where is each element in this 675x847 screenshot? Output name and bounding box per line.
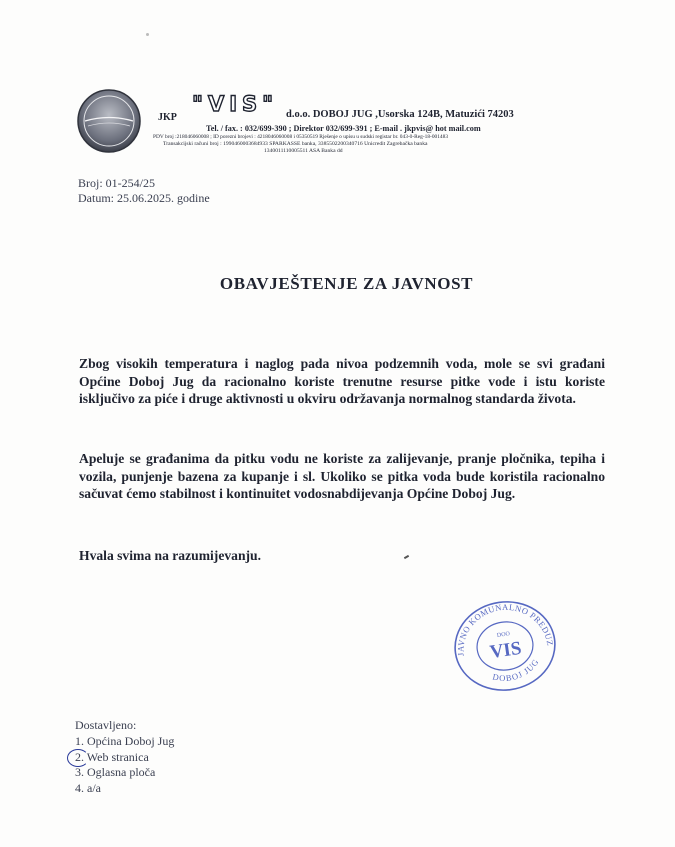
company-logo-icon	[76, 88, 142, 154]
list-item: 1. Općina Doboj Jug	[75, 734, 175, 748]
company-bank-accounts: Transakcijski računi broj : 1990460003684933 SPARKASSE banka, 3385502200340716 Unicredit Zagrebačka banka	[163, 141, 428, 147]
stamp-doo: DOO	[496, 631, 511, 639]
paragraph-3: Hvala svima na razumijevanju.	[79, 548, 262, 563]
vis-logotype: "VIS"	[192, 92, 279, 116]
stamp-vis: VIS	[488, 637, 523, 664]
document-date: Datum: 25.06.2025. godine	[78, 191, 210, 205]
company-contact: Tel. / fax. : 032/699-390 ; Direktor 032/699-391 ; E-mail . jkpvis@ hot mail.com	[206, 124, 481, 133]
company-address: d.o.o. DOBOJ JUG ,Usorska 124B, Matuzići 74203	[286, 109, 514, 120]
scan-speck	[146, 33, 149, 36]
list-item: 4. a/a	[75, 780, 101, 795]
document-number: Broj: 01-254/25	[78, 176, 155, 190]
list-item: 3. Oglasna ploča	[75, 765, 156, 779]
jkp-label: JKP	[158, 112, 177, 123]
company-bank-accounts-2: 1340011110005511 ASA Banka dd	[264, 148, 343, 154]
pen-circle-mark	[67, 749, 89, 767]
official-stamp	[449, 598, 561, 694]
list-item	[75, 750, 174, 766]
delivered-heading: Dostavljeno:	[75, 718, 137, 732]
list-item-label: 2. Web stranica	[75, 749, 149, 764]
paragraph-2: Apeluje se građanima da pitku vodu ne koriste za zalijevanje, pranje pločnika, tepiha i vozila, punjenje bazena za kupanje i sl. Ukoliko se pitka voda bude koristila racionalno sačuvat ćemo stabilnost i kontinuitet vodosnabdijevanja Općine Doboj Jug.	[79, 451, 605, 501]
paragraph-1: Zbog visokih temperatura i naglog pada nivoa podzemnih voda, mole se svi građani Općine Doboj Jug da racionalno koriste trenutne resurse pitke vode i istu koriste isključivo za piće i druge aktivnosti u okviru održavanja normalnog standarda života.	[79, 356, 605, 406]
document-title: OBAVJEŠTENJE ZA JAVNOST	[219, 274, 474, 293]
delivered-list	[75, 734, 174, 796]
stamp-ring-text: JAVNO KOMUNALNO PREDUZEĆE	[455, 601, 556, 657]
stamp-bottom-text: DOBOJ JUG	[491, 656, 541, 683]
company-tax-info: PDV broj :218046060008 ; ID porezni brojevi : 4218046060008 i 05350519 Rješenje o upisu u sudski registar br. 043-0-Reg-18-001483	[153, 134, 449, 140]
